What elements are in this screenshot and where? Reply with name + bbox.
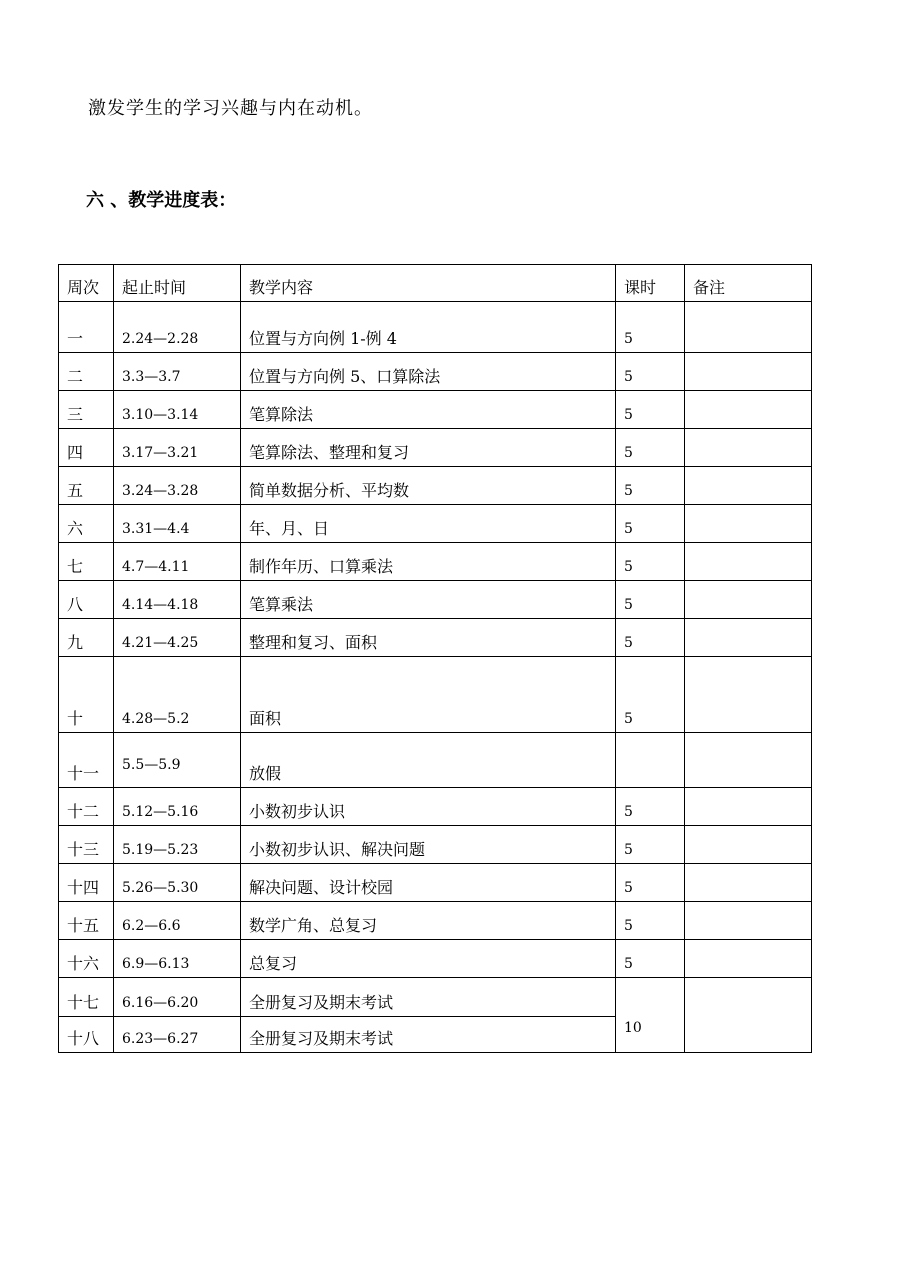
notes-cell [685, 302, 812, 353]
week-cell: 十四 [59, 864, 114, 902]
period-cell: 5.26—5.30 [114, 864, 241, 902]
notes-cell [685, 467, 812, 505]
table-row [59, 826, 812, 864]
table-row [59, 788, 812, 826]
hours-cell: 5 [616, 467, 685, 505]
content-cell: 笔算乘法 [241, 581, 616, 619]
notes-cell [685, 619, 812, 657]
table-header-row [59, 265, 812, 302]
hours-cell: 5 [616, 619, 685, 657]
intro-paragraph: 激发学生的学习兴趣与内在动机。 [88, 98, 373, 119]
content-cell: 笔算除法 [241, 391, 616, 429]
period-cell: 5.19—5.23 [114, 826, 241, 864]
hours-cell: 5 [616, 429, 685, 467]
notes-cell [685, 978, 812, 1053]
notes-cell [685, 788, 812, 826]
notes-cell [685, 902, 812, 940]
notes-cell [685, 733, 812, 788]
week-cell: 十六 [59, 940, 114, 978]
hours-cell: 5 [616, 543, 685, 581]
week-cell: 十一 [59, 733, 114, 788]
content-cell: 年、月、日 [241, 505, 616, 543]
teaching-schedule-table [58, 264, 812, 1053]
hours-cell: 5 [616, 788, 685, 826]
period-cell: 6.2—6.6 [114, 902, 241, 940]
week-cell: 六 [59, 505, 114, 543]
content-cell: 整理和复习、面积 [241, 619, 616, 657]
hours-cell: 5 [616, 657, 685, 733]
content-cell: 笔算除法、整理和复习 [241, 429, 616, 467]
week-cell: 七 [59, 543, 114, 581]
hours-cell: 5 [616, 581, 685, 619]
period-cell: 4.28—5.2 [114, 657, 241, 733]
notes-cell [685, 391, 812, 429]
content-cell: 解决问题、设计校园 [241, 864, 616, 902]
period-cell: 6.16—6.20 [114, 978, 241, 1017]
notes-cell [685, 940, 812, 978]
period-cell: 3.3—3.7 [114, 353, 241, 391]
section-heading: 六 、教学进度表： [86, 190, 237, 211]
content-cell: 制作年历、口算乘法 [241, 543, 616, 581]
header-notes: 备注 [685, 265, 812, 302]
period-cell: 5.12—5.16 [114, 788, 241, 826]
period-cell: 4.21—4.25 [114, 619, 241, 657]
hours-cell: 5 [616, 353, 685, 391]
week-cell: 十七 [59, 978, 114, 1017]
content-cell: 位置与方向例 5、口算除法 [241, 353, 616, 391]
hours-cell: 10 [616, 978, 685, 1053]
content-cell: 全册复习及期末考试 [241, 978, 616, 1017]
header-content: 教学内容 [241, 265, 616, 302]
table-row [59, 505, 812, 543]
period-cell: 2.24—2.28 [114, 302, 241, 353]
table-row [59, 353, 812, 391]
week-cell: 十八 [59, 1017, 114, 1053]
hours-cell [616, 733, 685, 788]
period-cell: 5.5—5.9 [114, 733, 241, 788]
table-row [59, 978, 812, 1017]
week-cell: 二 [59, 353, 114, 391]
header-period: 起止时间 [114, 265, 241, 302]
week-cell: 十五 [59, 902, 114, 940]
week-cell: 五 [59, 467, 114, 505]
period-cell: 3.10—3.14 [114, 391, 241, 429]
content-cell: 面积 [241, 657, 616, 733]
content-cell: 小数初步认识 [241, 788, 616, 826]
hours-cell: 5 [616, 902, 685, 940]
content-cell: 全册复习及期末考试 [241, 1017, 616, 1053]
notes-cell [685, 353, 812, 391]
table-row [59, 391, 812, 429]
table-row [59, 902, 812, 940]
period-cell: 6.23—6.27 [114, 1017, 241, 1053]
hours-cell: 5 [616, 505, 685, 543]
header-week: 周次 [59, 265, 114, 302]
table-row [59, 940, 812, 978]
content-cell: 总复习 [241, 940, 616, 978]
week-cell: 八 [59, 581, 114, 619]
week-cell: 四 [59, 429, 114, 467]
table-row [59, 581, 812, 619]
header-hours: 课时 [616, 265, 685, 302]
table-row [59, 543, 812, 581]
content-cell: 简单数据分析、平均数 [241, 467, 616, 505]
content-cell: 放假 [241, 733, 616, 788]
week-cell: 三 [59, 391, 114, 429]
content-cell: 小数初步认识、解决问题 [241, 826, 616, 864]
hours-cell: 5 [616, 302, 685, 353]
period-cell: 3.24—3.28 [114, 467, 241, 505]
week-cell: 十二 [59, 788, 114, 826]
table-row [59, 657, 812, 733]
hours-cell: 5 [616, 826, 685, 864]
notes-cell [685, 826, 812, 864]
content-cell: 数学广角、总复习 [241, 902, 616, 940]
period-cell: 3.31—4.4 [114, 505, 241, 543]
week-cell: 十三 [59, 826, 114, 864]
period-cell: 6.9—6.13 [114, 940, 241, 978]
notes-cell [685, 543, 812, 581]
content-cell: 位置与方向例 1-例 4 [241, 302, 616, 353]
week-cell: 一 [59, 302, 114, 353]
notes-cell [685, 429, 812, 467]
hours-cell: 5 [616, 391, 685, 429]
table-row [59, 302, 812, 353]
table-row [59, 467, 812, 505]
period-cell: 4.7—4.11 [114, 543, 241, 581]
table-row [59, 619, 812, 657]
notes-cell [685, 657, 812, 733]
week-cell: 十 [59, 657, 114, 733]
notes-cell [685, 581, 812, 619]
period-cell: 3.17—3.21 [114, 429, 241, 467]
table-row [59, 429, 812, 467]
notes-cell [685, 864, 812, 902]
period-cell: 4.14—4.18 [114, 581, 241, 619]
notes-cell [685, 505, 812, 543]
hours-cell: 5 [616, 864, 685, 902]
week-cell: 九 [59, 619, 114, 657]
table-row [59, 864, 812, 902]
table-row [59, 733, 812, 788]
hours-cell: 5 [616, 940, 685, 978]
